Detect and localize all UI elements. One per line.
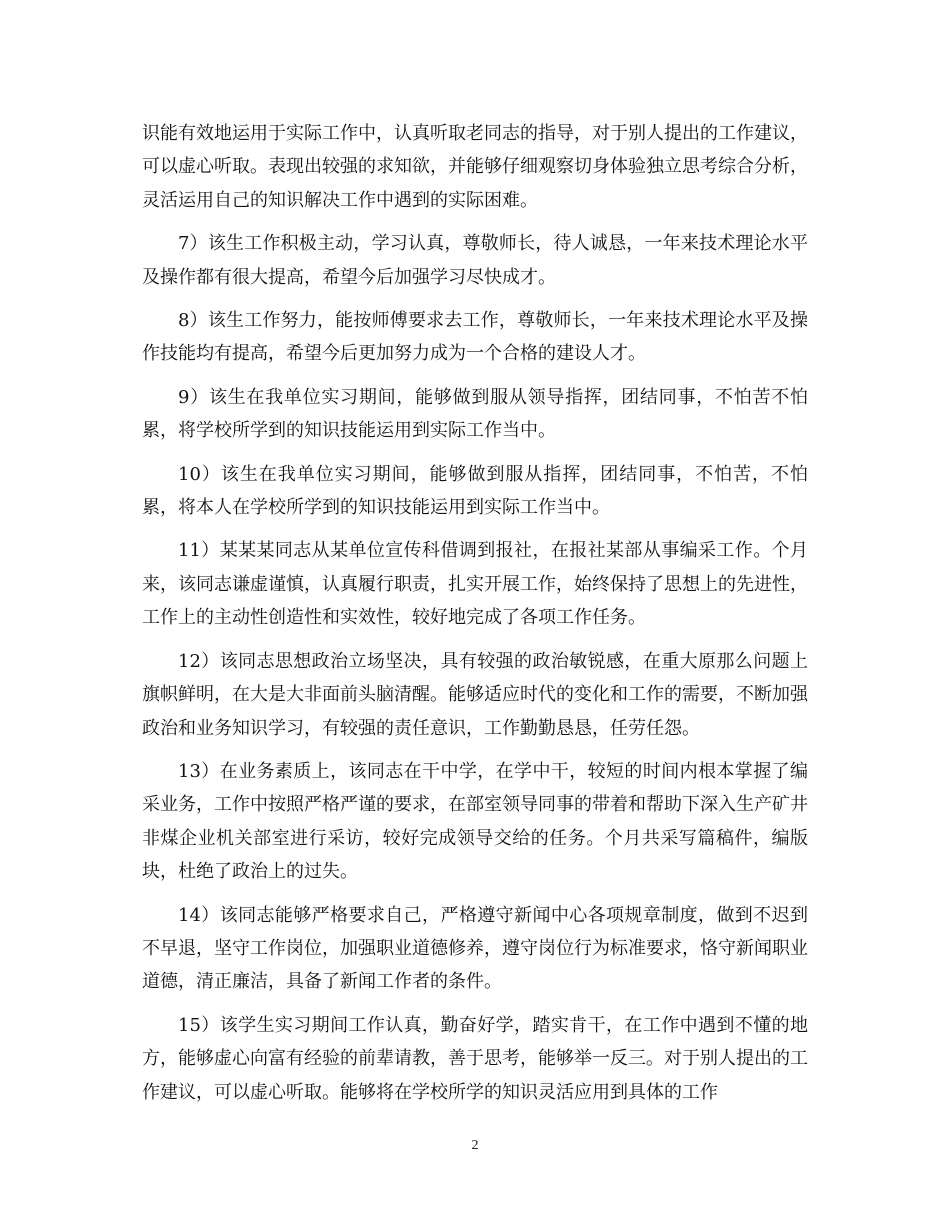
page-number: 2 [471, 1138, 479, 1153]
paragraph-item-14: 14）该同志能够严格要求自己，严格遵守新闻中心各项规章制度，做到不迟到不早退，坚守工作岗位，加强职业道德修养，遵守岗位行为标准要求，恪守新闻职业道德，清正廉洁，具备了新闻工作者的条件。 [142, 904, 808, 993]
paragraph-item-10: 10）该生在我单位实习期间，能够做到服从指挥，团结同事，不怕苦，不怕累，将本人在学校所学到的知识技能运用到实际工作当中。 [142, 463, 808, 519]
paragraph-item-15: 15）该学生实习期间工作认真，勤奋好学，踏实肯干，在工作中遇到不懂的地方，能够虚心向富有经验的前辈请教，善于思考，能够举一反三。对于别人提出的工作建议，可以虚心听取。能够将在学校所学的知识灵活应用到具体的工作 [142, 1014, 808, 1103]
paragraph-continuation: 识能有效地运用于实际工作中，认真听取老同志的指导，对于别人提出的工作建议，可以虚心听取。表现出较强的求知欲，并能够仔细观察切身体验独立思考综合分析，灵活运用自己的知识解决工作中遇到的实际困难。 [142, 123, 808, 211]
paragraph-item-13: 13）在业务素质上，该同志在干中学，在学中干，较短的时间内根本掌握了编采业务，工作中按照严格严谨的要求，在部室领导同事的带着和帮助下深入生产矿井非煤企业机关部室进行采访，较好完成领导交给的任务。个月共采写篇稿件，编版块，杜绝了政治上的过失。 [142, 760, 808, 883]
paragraph-item-8: 8）该生工作努力，能按师傅要求去工作，尊敬师长，一年来技术理论水平及操作技能均有提高，希望今后更加努力成为一个合格的建设人才。 [142, 310, 808, 365]
paragraph-item-7: 7）该生工作积极主动，学习认真，尊敬师长，待人诚恳，一年来技术理论水平及操作都有很大提高，希望今后加强学习尽快成才。 [142, 233, 808, 288]
paragraph-item-9: 9）该生在我单位实习期间，能够做到服从领导指挥，团结同事，不怕苦不怕累，将学校所学到的知识技能运用到实际工作当中。 [142, 386, 808, 442]
paragraph-item-12: 12）该同志思想政治立场坚决，具有较强的政治敏锐感，在重大原那么问题上旗帜鲜明，在大是大非面前头脑清醒。能够适应时代的变化和工作的需要，不断加强政治和业务知识学习，有较强的责任意识，工作勤勤恳恳，任劳任怨。 [142, 650, 808, 739]
paragraph-item-11: 11）某某某同志从某单位宣传科借调到报社，在报社某部从事编采工作。个月来，该同志谦虚谨慎，认真履行职责，扎实开展工作，始终保持了思想上的先进性，工作上的主动性创造性和实效性，较好地完成了各项工作任务。 [142, 540, 808, 629]
document-body [142, 117, 808, 1119]
